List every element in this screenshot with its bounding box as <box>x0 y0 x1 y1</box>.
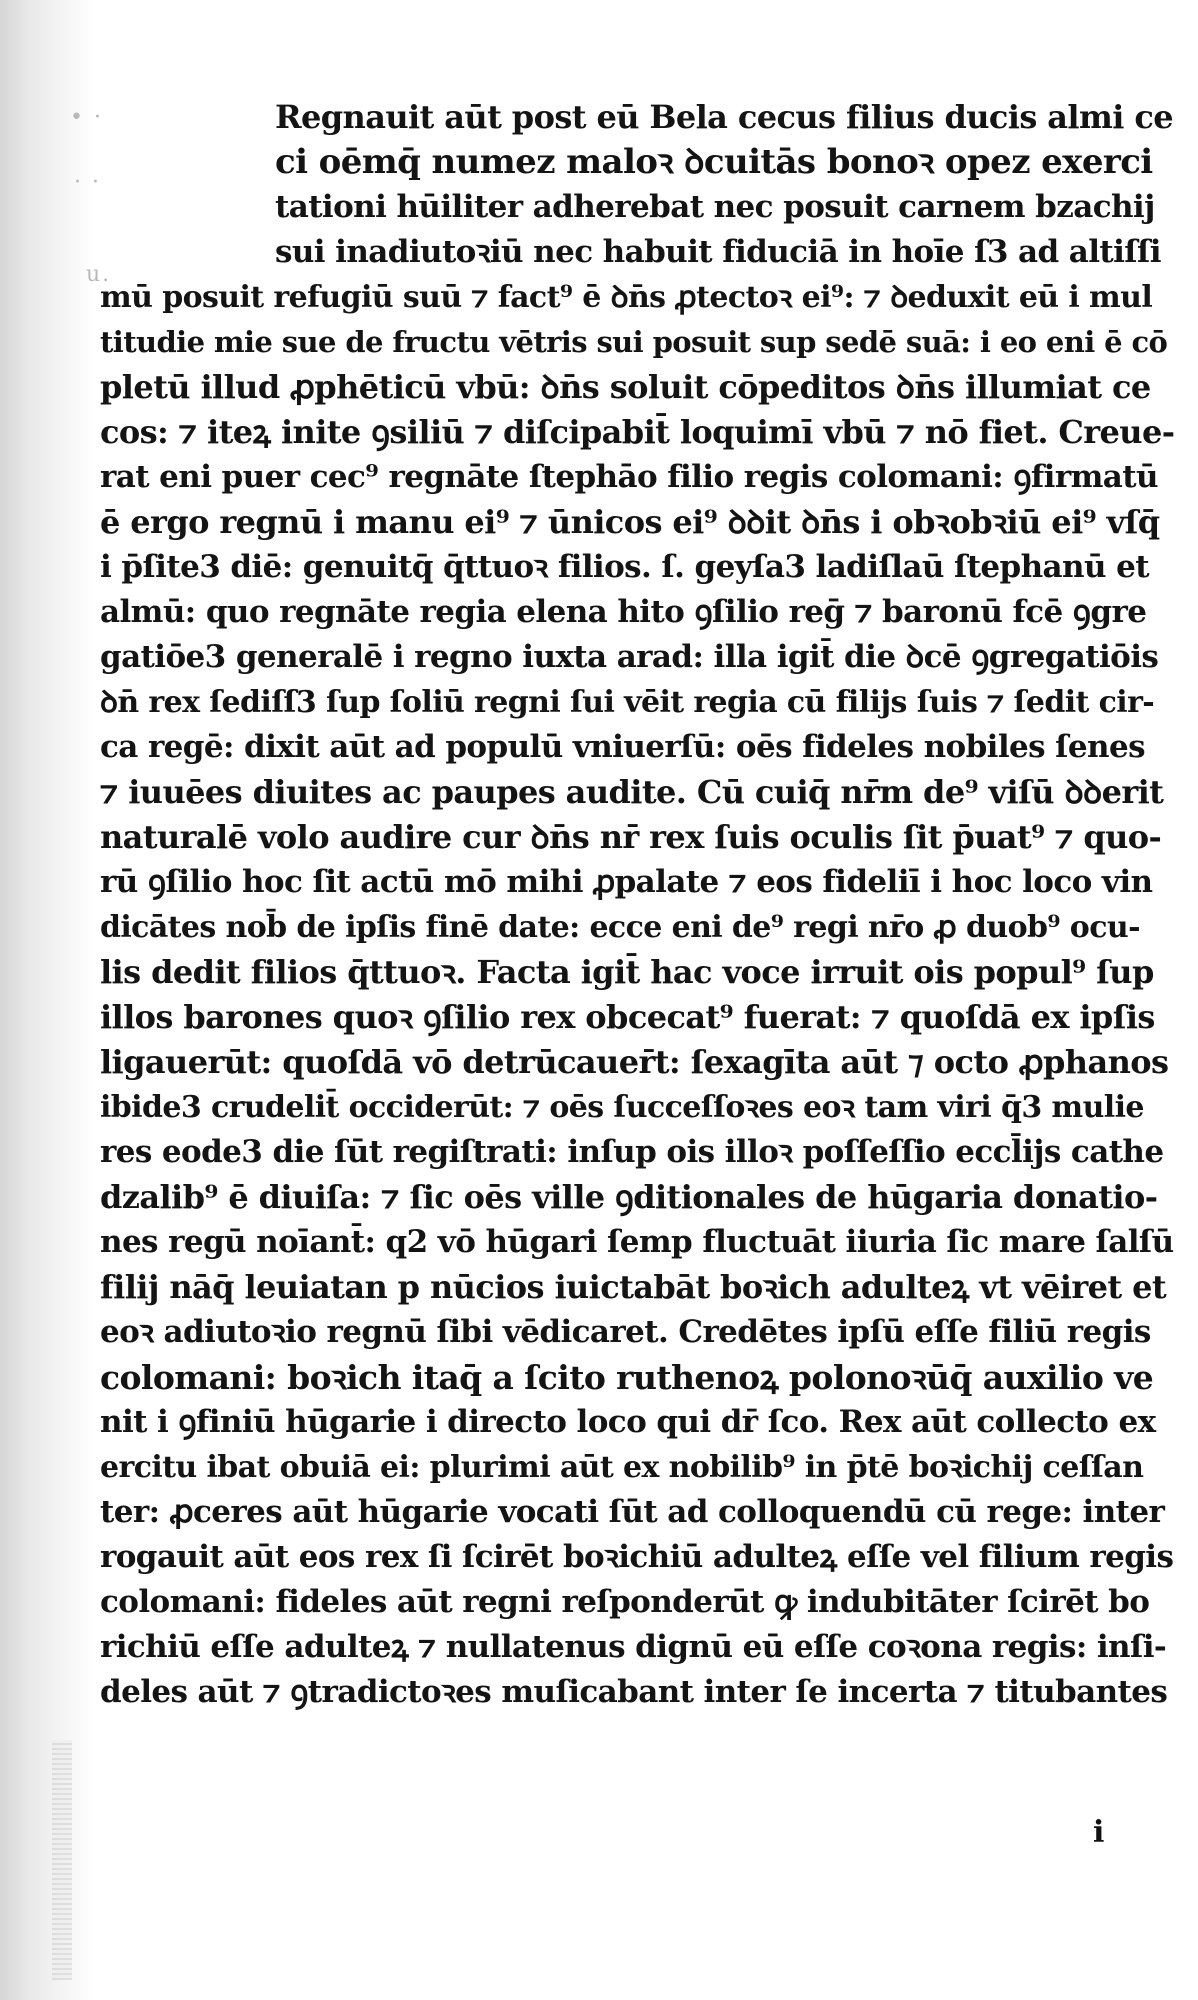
text-line: richiū eſſe adulteꝝ ⁊ nullatenus dignū eū eſſe coꝛona regis: inſi- <box>100 1629 1167 1665</box>
text-line: rogauit aūt eos rex ſi ſcirēt boꝛichiū adulteꝝ eſſe vel filium regis <box>100 1539 1174 1575</box>
text-line: mū posuit refugiū suū ⁊ fact⁹ ē ꝺn̄s ꝓtectoꝛ ei⁹: ⁊ ꝺeduxit eū i mul <box>100 280 1153 315</box>
text-line: eoꝛ adiutoꝛio regnū ſibi vēdicaret. Credētes ipſū eſſe filiū regis <box>100 1314 1151 1350</box>
printed-text-block <box>100 95 1175 1715</box>
text-line: nes regū noīant̄: q2 vō hūgari ſemp fluctuāt iiuria ſic mare ſalſū <box>100 1224 1174 1260</box>
gutter-speckle <box>52 1740 72 1980</box>
text-line: colomani: boꝛich itaq̄ a ſcito ruthenoꝝ polonoꝛūq̄ auxilio ve <box>100 1358 1154 1397</box>
text-line: rat eni puer cec⁹ regnāte ſtephāo filio regis colomani: ꝯfirmatū <box>100 459 1158 495</box>
text-line: ⁊ iuuēes diuites ac paupes audite. Cū cuiq̄ nr̄m de⁹ viſū ꝺꝺerit <box>100 773 1164 811</box>
text-line: ꝺn̄ rex ſediſſ3 ſup ſoliū regni ſui vēit regia cū filijs ſuis ⁊ ſedit cir- <box>100 685 1155 720</box>
text-line: lis dedit filios q̄ttuoꝛ. Facta igit̄ hac voce irruit ois popul⁹ ſup <box>100 953 1154 991</box>
text-line: ercitu ibat obuiā ei: plurimi aūt ex nobilib⁹ in p̄tē boꝛichij ceſſan <box>100 1450 1144 1485</box>
text-line: res eode3 die ſūt regiſtrati: inſup ois illoꝛ poſſeſſio eccl̄ijs cathe <box>100 1134 1164 1170</box>
text-line: Regnauit aūt post eū Bela cecus filius ducis almi ce <box>275 98 1173 136</box>
text-line: naturalē volo audire cur ꝺn̄s nr̄ rex ſuis oculis ſit p̄uat⁹ ⁊ quo- <box>100 818 1162 856</box>
text-line: sui inadiutoꝛiū nec habuit fiduciā in hoīe ſ3 ad altiſſi <box>275 234 1161 270</box>
text-line: i p̄ſite3 diē: genuitq̄ q̄ttuoꝛ filios. ſ. geyſa3 ladiſlaū ſtephanū et <box>100 549 1149 585</box>
text-line: ibide3 crudelit̄ occiderūt: ⁊ oēs ſucceſſoꝛes eoꝛ tam viri q̄3 mulie <box>100 1090 1144 1125</box>
page-gutter-shadow <box>0 0 95 2000</box>
gutter-bleed-mark: • · <box>70 105 103 130</box>
text-line: almū: quo regnāte regia elena hito ꝯſilio reḡ ⁊ baronū fcē ꝯgre <box>100 594 1147 630</box>
text-line: colomani: fideles aūt regni reſponderūt ꝙ indubitāter ſcirēt bo <box>100 1584 1150 1620</box>
text-line: dicātes nob̄ de ipſis finē date: ecce eni de⁹ regi nr̄o ꝓ duob⁹ ocu- <box>100 910 1140 945</box>
text-line: ca regē: dixit aūt ad populū vniuerſū: oēs fideles nobiles ſenes <box>100 729 1145 765</box>
text-line: rū ꝯſilio hoc ſit actū mō mihi ꝓpalate ⁊ eos fideliī i hoc loco vin <box>100 864 1153 900</box>
text-line: titudie mie sue de fructu vētris sui posuit sup sedē suā: i eo eni ē cō <box>100 325 1168 359</box>
text-line: deles aūt ⁊ ꝯtradictoꝛes muſicabant inter ſe incerta ⁊ titubantes <box>100 1674 1168 1710</box>
text-line: tationi hūiliter adherebat nec posuit carnem bzachij <box>275 189 1155 225</box>
text-line: ci oēmq̄ numez maloꝛ ꝺcuitās bonoꝛ opez exerci <box>275 142 1153 182</box>
text-line: ē ergo regnū i manu ei⁹ ⁊ ūnicos ei⁹ ꝺꝺit ꝺn̄s i obꝛobꝛiū ei⁹ vſq̄ <box>100 503 1160 541</box>
text-line: illos barones quoꝛ ꝯſilio rex obcecat⁹ fuerat: ⁊ quoſdā ex ipſis <box>100 998 1155 1036</box>
text-line: filij nāq̄ leuiatan p nūcios iuictabāt boꝛich adulteꝝ vt vēiret et <box>100 1268 1167 1306</box>
folio-mark: i <box>1093 1815 1105 1850</box>
text-line: ligauerūt: quoſdā vō detrūcauer̄t: ſexagīta aūt ⁊ octo ꝓphanos <box>100 1043 1169 1081</box>
gutter-bleed-mark: u. <box>86 262 112 287</box>
text-line: cos: ⁊ iteꝝ inite ꝯsiliū ⁊ diſcipabit̄ loquimī vbū ⁊ nō fiet. Creue- <box>100 413 1175 451</box>
text-line: pletū illud ꝓphēticū vbū: ꝺn̄s soluit cōpeditos ꝺn̄s illumiat ce <box>100 368 1151 406</box>
gutter-bleed-mark: · · <box>74 170 101 195</box>
text-line: ter: ꝓceres aūt hūgarie vocati ſūt ad colloquendū cū rege: inter <box>100 1494 1165 1530</box>
text-line: gatiōe3 generalē i regno iuxta arad: illa igit̄ die ꝺcē ꝯgregatiōis <box>100 639 1159 675</box>
text-line: dzalib⁹ ē diuiſa: ⁊ ſic oēs ville ꝯditionales de hūgaria donatio- <box>100 1178 1158 1216</box>
text-line: nit i ꝯfiniū hūgarie i directo loco qui dr̄ ſco. Rex aūt collecto ex <box>100 1404 1156 1440</box>
